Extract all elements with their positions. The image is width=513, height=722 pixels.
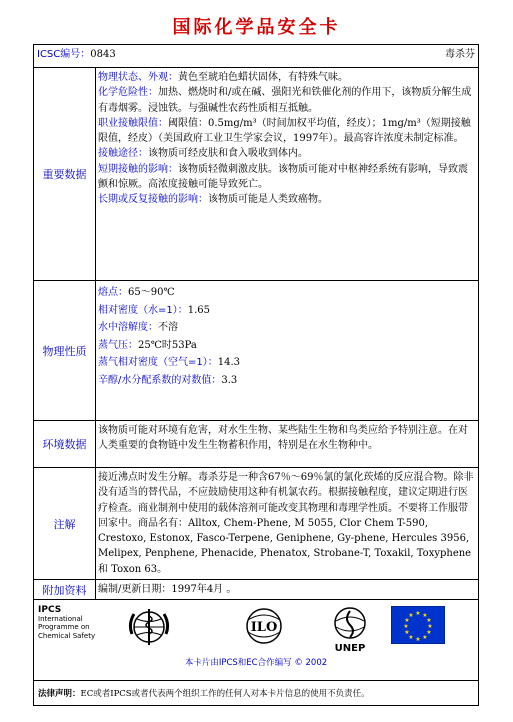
environment-row	[34, 421, 479, 468]
property-item: 水中溶解度：不溶	[98, 322, 178, 333]
important-data-label: 重要数据	[34, 68, 96, 281]
eu-flag-icon	[391, 606, 445, 644]
chemical-name: 毒杀芬	[445, 49, 475, 60]
physical-properties-content	[96, 281, 479, 421]
additional-content: 编制/更新日期：1997年4月 。	[96, 580, 479, 600]
important-data-content	[96, 68, 479, 281]
header-row	[34, 45, 479, 68]
legal-disclaimer	[34, 681, 479, 706]
property-item: 蒸气压：25℃时53Pa	[98, 339, 197, 351]
svg-text:★: ★	[408, 612, 414, 620]
svg-text:★: ★	[404, 617, 410, 625]
legal-text: EC或者IPCS或者代表两个组织工作的任何人对本卡片信息的使用不负责任。	[80, 689, 370, 700]
svg-text:★: ★	[408, 634, 414, 642]
icsc-code-label: ICSC编号：	[37, 49, 91, 60]
svg-text:★: ★	[415, 610, 421, 618]
property-item: 辛醇/水分配系数的对数值：3.3	[98, 374, 238, 386]
svg-text:★: ★	[415, 636, 421, 644]
credit-line: 本卡片由IPCS和EC合作编写 © 2002	[184, 658, 328, 669]
physical-properties-row	[34, 281, 479, 421]
who-emblem-icon	[126, 604, 172, 650]
logos-row	[34, 600, 479, 681]
logos-cell	[34, 600, 479, 681]
svg-text:UNEP: UNEP	[334, 643, 366, 655]
property-item: 蒸气相对密度（空气=1）：14.3	[98, 357, 241, 368]
ilo-emblem-icon	[244, 606, 284, 648]
important-item: 职业接触限值：阈限值：0.5mg/m³（时间加权平均值，经皮）；1mg/m³（短期接触限值，经皮）（美国政府工业卫生学家会议，1997年）。最高容许浓度未制定标准。	[98, 117, 471, 145]
svg-text:★: ★	[426, 617, 432, 625]
important-item: 化学危险性：加热、燃烧时和/或在碱、强阳光和铁催化剂的作用下，该物质分解生成有毒烟雾。浸蚀铁。与强碱性农药性质相互抵触。	[98, 87, 472, 114]
svg-text:★: ★	[427, 623, 433, 631]
svg-text:★: ★	[422, 634, 428, 642]
physical-properties-label: 物理性质	[34, 281, 96, 421]
property-item: 相对密度（水=1）：1.65	[98, 304, 211, 316]
environment-label: 环境数据	[34, 421, 96, 468]
notes-content: 接近沸点时发生分解。毒杀芬是一种含67％～69％氯的氯化莰烯的反应混合物。除非没有适当的替代品，不应鼓励使用这种有机氯农药。根据接触程度，建议定期进行医疗检查。商业制剂中使用的载体溶剂可能改变其物理和毒理学性质。不要将工作服带回家中。商品名有：Alltox, Chem-Phene, M 5055, Clor Chem T-590, Crestoxo, Estonox, Fasco-Terpene, Geniphene, Gy-phene, Hercules 3956, Melipex, Penphene, Phenacide, Phenatox, Strobane-T, Toxakil, Toxyphene 和 Toxon 63。	[96, 468, 479, 580]
unep-emblem-icon	[326, 603, 374, 655]
svg-text:ILO: ILO	[250, 620, 278, 636]
important-item: 长期或反复接触的影响：该物质可能是人类致癌物。	[98, 194, 328, 206]
important-item: 短期接触的影响：该物质轻微刺激皮肤。该物质可能对中枢神经系统有影响，导致震颤和惊厥。高浓度接触可能导致死亡。	[98, 163, 468, 191]
card-title: 国际化学品安全卡	[172, 17, 341, 38]
legal-row	[34, 681, 479, 706]
property-item: 熔点：65～90℃	[98, 287, 175, 298]
important-data-row	[34, 68, 479, 281]
notes-label: 注解	[34, 468, 96, 580]
svg-text:★: ★	[422, 612, 428, 620]
svg-text:★: ★	[404, 629, 410, 637]
additional-label: 附加资料	[34, 580, 96, 600]
important-item: 接触途径：该物质可经皮肤和食入吸收到体内。	[98, 148, 308, 160]
ipcs-logo-text: IPCS International Programme on Chemical Safety	[38, 605, 96, 640]
environment-content: 该物质可能对环境有危害，对水生生物、某些陆生生物和鸟类应给予特别注意。在对人类重要的食物链中发生生物蓄积作用，特别是在水生物种中。	[96, 421, 479, 468]
important-item: 物理状态、外观：黄色至琥珀色蜡状固体，有特殊气味。	[98, 72, 348, 83]
svg-text:★: ★	[403, 623, 409, 631]
legal-label: 法律声明：	[38, 689, 81, 700]
svg-text:★: ★	[426, 629, 432, 637]
notes-row	[34, 468, 479, 580]
card-table	[33, 44, 479, 706]
icsc-code-value: 0843	[90, 49, 116, 60]
additional-row	[34, 580, 479, 600]
